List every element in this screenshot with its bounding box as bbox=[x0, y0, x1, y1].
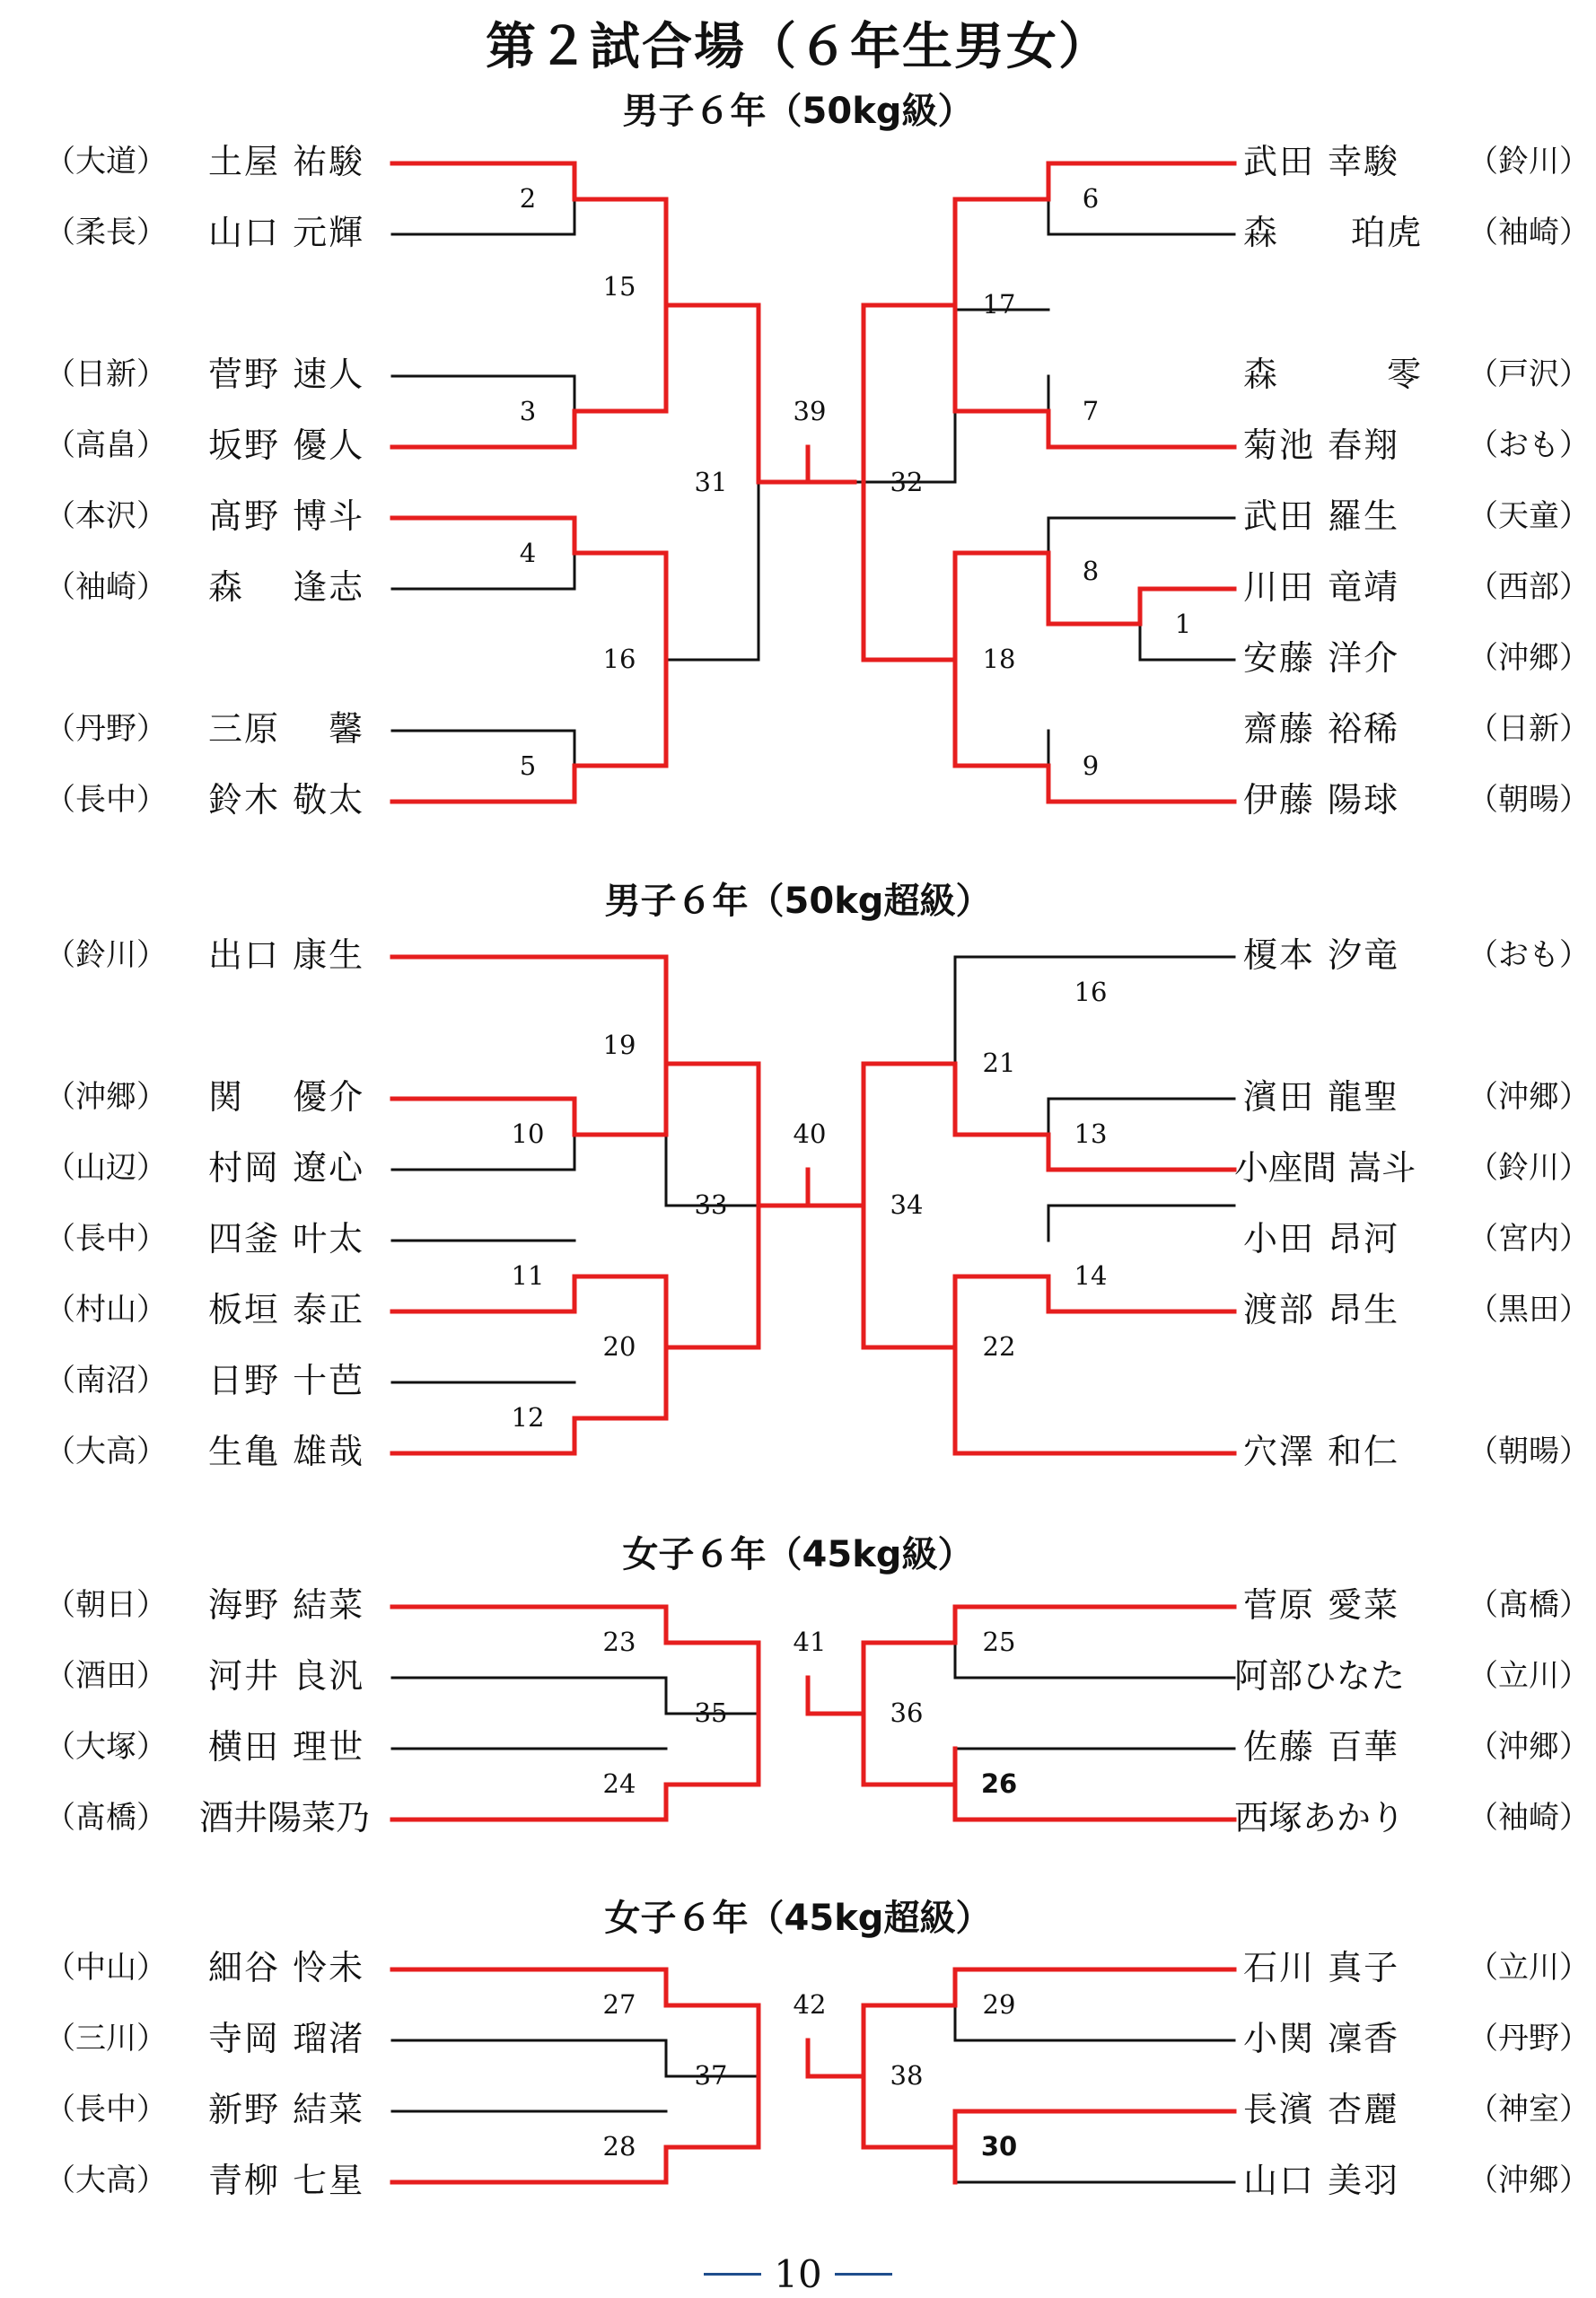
player-club: （酒田） bbox=[45, 1658, 167, 1694]
player-club: （朝日） bbox=[45, 1587, 167, 1623]
page-footer bbox=[0, 2251, 1596, 2296]
player-name: 酒井陽菜乃 bbox=[199, 1798, 371, 1838]
player-name: 河井 良汎 bbox=[208, 1656, 365, 1696]
match-number: 32 bbox=[890, 467, 924, 497]
player-name: 石川 真子 bbox=[1243, 1948, 1400, 1987]
match-number: 5 bbox=[519, 750, 537, 781]
match-number: 25 bbox=[982, 1627, 1016, 1657]
player-club: （おも） bbox=[1468, 427, 1590, 463]
player-name: 榎本 汐竜 bbox=[1243, 935, 1400, 975]
match-number: 4 bbox=[519, 538, 537, 568]
player-club: （高畠） bbox=[45, 427, 167, 463]
match-number: 12 bbox=[511, 1402, 545, 1433]
player-name: 板垣 泰正 bbox=[208, 1290, 365, 1329]
player-name: 伊藤 陽球 bbox=[1243, 780, 1400, 820]
player-club: （南沼） bbox=[45, 1363, 167, 1399]
player-name: 山口 元輝 bbox=[208, 213, 365, 252]
player-club: （村山） bbox=[45, 1292, 167, 1328]
player-name: 青柳 七星 bbox=[208, 2161, 365, 2200]
player-club: （柔長） bbox=[45, 215, 167, 250]
player-name: 新野 結菜 bbox=[208, 2090, 365, 2129]
player-club: （神室） bbox=[1468, 2092, 1590, 2127]
player-name: 阿部ひなた bbox=[1234, 1656, 1406, 1696]
player-name: 安藤 洋介 bbox=[1243, 638, 1400, 678]
player-club: （西部） bbox=[1468, 569, 1590, 605]
player-name: 川田 竜靖 bbox=[1243, 567, 1400, 607]
player-name: 齋藤 裕稀 bbox=[1243, 709, 1400, 749]
player-name: 日野 十芭 bbox=[208, 1361, 365, 1400]
match-number: 11 bbox=[511, 1260, 545, 1291]
match-number: 23 bbox=[602, 1627, 636, 1657]
match-number: 39 bbox=[793, 396, 827, 426]
match-number: 8 bbox=[1082, 556, 1100, 586]
match-number: 3 bbox=[519, 396, 537, 426]
player-club: （沖郷） bbox=[45, 1079, 167, 1115]
match-number: 14 bbox=[1074, 1260, 1108, 1291]
player-name: 四釜 叶太 bbox=[208, 1219, 365, 1259]
footer-rule-right bbox=[835, 2273, 892, 2276]
player-club: （立川） bbox=[1468, 1950, 1590, 1986]
player-club: （鈴川） bbox=[1468, 1150, 1590, 1186]
match-number: 17 bbox=[982, 289, 1016, 320]
player-club: （長中） bbox=[45, 1221, 167, 1257]
match-number: 16 bbox=[602, 644, 636, 674]
player-name: 坂野 優人 bbox=[208, 425, 365, 465]
player-club: （鈴川） bbox=[45, 937, 167, 973]
match-number: 37 bbox=[694, 2060, 728, 2091]
player-name: 小座間 嵩斗 bbox=[1234, 1148, 1416, 1188]
player-club: （宮内） bbox=[1468, 1221, 1590, 1257]
player-name: 武田 幸駿 bbox=[1243, 142, 1400, 181]
player-name: 菅野 速人 bbox=[208, 355, 365, 394]
match-number: 1 bbox=[1174, 609, 1192, 639]
match-number: 29 bbox=[982, 1989, 1016, 2020]
player-name: 山口 美羽 bbox=[1243, 2161, 1400, 2200]
match-number: 7 bbox=[1082, 396, 1100, 426]
match-number: 19 bbox=[602, 1030, 636, 1060]
match-number: 20 bbox=[602, 1331, 636, 1362]
match-number: 24 bbox=[602, 1768, 636, 1799]
match-number: 26 bbox=[980, 1768, 1018, 1799]
player-club: （大塚） bbox=[45, 1729, 167, 1765]
match-number: 28 bbox=[602, 2131, 636, 2162]
match-number: 9 bbox=[1082, 750, 1100, 781]
player-club: （沖郷） bbox=[1468, 1729, 1590, 1765]
player-name: 海野 結菜 bbox=[208, 1585, 365, 1625]
player-club: （袖崎） bbox=[45, 569, 167, 605]
match-number: 35 bbox=[694, 1697, 728, 1728]
player-name: 出口 康生 bbox=[208, 935, 365, 975]
player-name: 寺岡 瑠渚 bbox=[208, 2019, 365, 2058]
player-club: （大高） bbox=[45, 1434, 167, 1469]
player-club: （丹野） bbox=[1468, 2021, 1590, 2057]
player-club: （山辺） bbox=[45, 1150, 167, 1186]
player-club: （髙橋） bbox=[45, 1800, 167, 1836]
player-club: （日新） bbox=[45, 356, 167, 392]
player-name: 西塚あかり bbox=[1234, 1798, 1406, 1838]
player-club: （天童） bbox=[1468, 498, 1590, 534]
match-number: 36 bbox=[890, 1697, 924, 1728]
player-name: 森 零 bbox=[1243, 355, 1424, 394]
player-name: 生亀 雄哉 bbox=[208, 1432, 365, 1471]
player-club: （大道） bbox=[45, 144, 167, 180]
player-club: （長中） bbox=[45, 2092, 167, 2127]
match-number: 34 bbox=[890, 1189, 924, 1220]
player-club: （大高） bbox=[45, 2162, 167, 2198]
match-number: 13 bbox=[1074, 1118, 1108, 1149]
player-club: （三川） bbox=[45, 2021, 167, 2057]
footer-rule-left bbox=[704, 2273, 761, 2276]
section-title-girls-45: 女子６年（45kg級） bbox=[622, 1534, 974, 1575]
player-club: （朝暘） bbox=[1468, 782, 1590, 818]
section-title-girls-over45: 女子６年（45kg超級） bbox=[604, 1898, 992, 1939]
match-number: 33 bbox=[694, 1189, 728, 1220]
match-number: 6 bbox=[1082, 183, 1100, 214]
player-club: （本沢） bbox=[45, 498, 167, 534]
player-name: 濱田 龍聖 bbox=[1243, 1077, 1400, 1117]
match-number: 21 bbox=[982, 1048, 1016, 1078]
player-name: 関 優介 bbox=[208, 1077, 365, 1117]
player-club: （沖郷） bbox=[1468, 2162, 1590, 2198]
player-club: （朝暘） bbox=[1468, 1434, 1590, 1469]
player-club: （黒田） bbox=[1468, 1292, 1590, 1328]
player-club: （長中） bbox=[45, 782, 167, 818]
player-name: 細谷 怜未 bbox=[208, 1948, 365, 1987]
player-name: 武田 羅生 bbox=[1243, 496, 1400, 536]
player-club: （日新） bbox=[1468, 711, 1590, 747]
player-name: 髙野 博斗 bbox=[208, 496, 365, 536]
match-number: 31 bbox=[694, 467, 728, 497]
match-number: 30 bbox=[980, 2131, 1018, 2162]
player-club: （沖郷） bbox=[1468, 640, 1590, 676]
match-number: 22 bbox=[982, 1331, 1016, 1362]
player-club: （髙橋） bbox=[1468, 1587, 1590, 1623]
section-title-boys-50: 男子６年（50kg級） bbox=[622, 91, 974, 132]
match-number: 16 bbox=[1074, 977, 1108, 1007]
player-club: （沖郷） bbox=[1468, 1079, 1590, 1115]
player-club: （戸沢） bbox=[1468, 356, 1590, 392]
match-number: 10 bbox=[511, 1118, 545, 1149]
match-number: 2 bbox=[519, 183, 537, 214]
player-club: （鈴川） bbox=[1468, 144, 1590, 180]
match-number: 27 bbox=[602, 1989, 636, 2020]
player-name: 渡部 昂生 bbox=[1243, 1290, 1400, 1329]
player-club: （丹野） bbox=[45, 711, 167, 747]
match-number: 42 bbox=[793, 1989, 827, 2020]
section-title-boys-over50: 男子６年（50kg超級） bbox=[604, 881, 992, 922]
player-name: 鈴木 敬太 bbox=[208, 780, 365, 820]
page-number: 10 bbox=[774, 2251, 822, 2296]
match-number: 40 bbox=[793, 1118, 827, 1149]
match-number: 38 bbox=[890, 2060, 924, 2091]
player-name: 横田 理世 bbox=[208, 1727, 365, 1767]
player-name: 小田 昂河 bbox=[1243, 1219, 1400, 1259]
player-name: 菅原 愛菜 bbox=[1243, 1585, 1400, 1625]
match-number: 15 bbox=[602, 271, 636, 302]
player-club: （袖崎） bbox=[1468, 1800, 1590, 1836]
player-name: 森 珀虎 bbox=[1243, 213, 1424, 252]
player-name: 穴澤 和仁 bbox=[1243, 1432, 1400, 1471]
player-club: （中山） bbox=[45, 1950, 167, 1986]
player-name: 村岡 遼心 bbox=[208, 1148, 365, 1188]
player-name: 小関 凜香 bbox=[1243, 2019, 1400, 2058]
match-number: 18 bbox=[982, 644, 1016, 674]
player-name: 長濱 杏麗 bbox=[1243, 2090, 1400, 2129]
page-title: 第２試合場（６年生男女） bbox=[486, 18, 1110, 76]
player-name: 佐藤 百華 bbox=[1243, 1727, 1400, 1767]
player-name: 土屋 祐駿 bbox=[208, 142, 365, 181]
player-name: 三原 馨 bbox=[208, 709, 365, 749]
player-name: 森 逢志 bbox=[208, 567, 365, 607]
player-name: 菊池 春翔 bbox=[1243, 425, 1400, 465]
player-club: （立川） bbox=[1468, 1658, 1590, 1694]
player-club: （袖崎） bbox=[1468, 215, 1590, 250]
player-club: （おも） bbox=[1468, 937, 1590, 973]
match-number: 41 bbox=[793, 1627, 827, 1657]
